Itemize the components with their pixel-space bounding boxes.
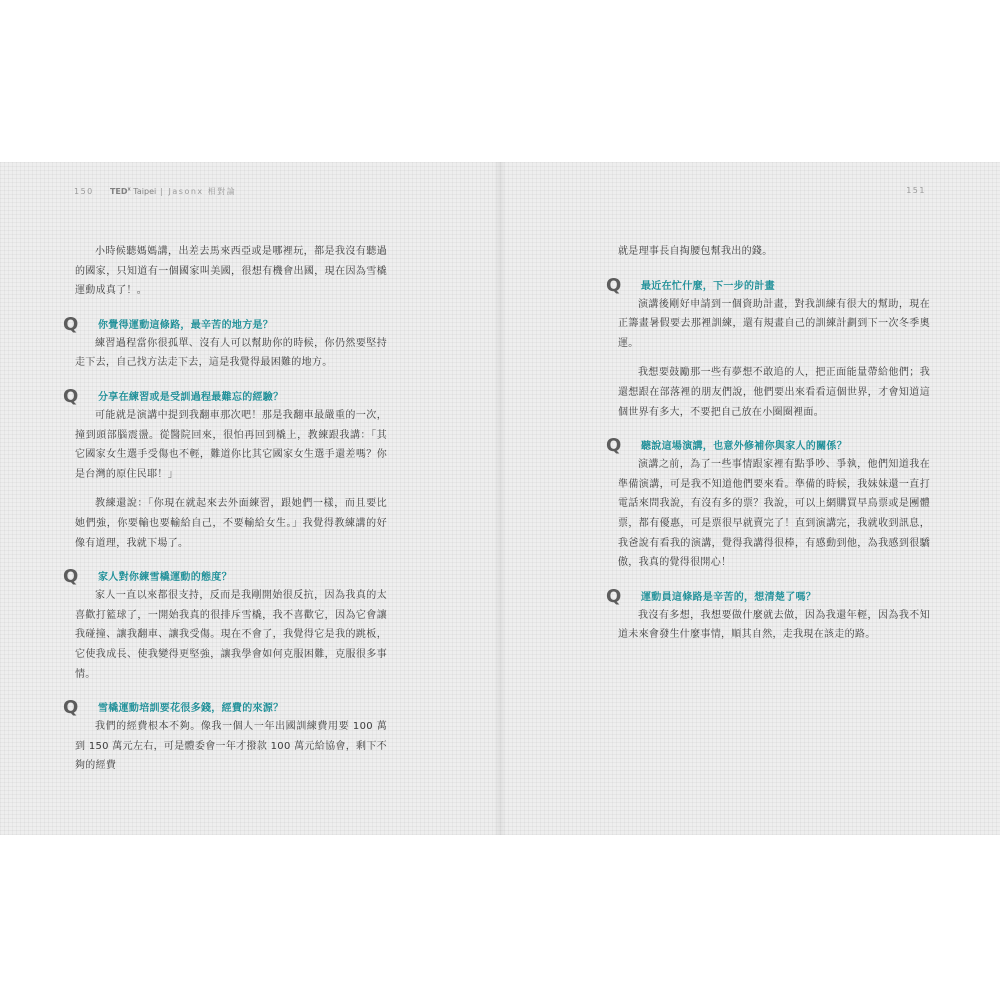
qa-block [606, 585, 930, 645]
tedx-logo: TED$^x$ Taipei [109, 186, 157, 196]
question-mark-icon: Q [63, 385, 79, 407]
running-head-right [906, 186, 926, 195]
answer-paragraph: 練習過程當你很孤單、沒有人可以幫助你的時候，你仍然要堅持走下去，自己找方法走下去，這是我覺得最困難的地方。 [75, 337, 387, 369]
question-mark-icon: Q [606, 435, 622, 457]
left-content [63, 242, 387, 776]
left-page [0, 162, 500, 835]
book-title: Jasonx 相對論 [168, 187, 237, 196]
question-mark-icon: Q [63, 697, 79, 719]
question-heading: 家人對你練雪橇運動的態度？ [98, 572, 232, 584]
book-spread [0, 162, 1000, 835]
answer-paragraph: 我沒有多想，我想要做什麼就去做，因為我還年輕，因為我不知道未來會發生什麼事情，順其自然，走我現在該走的路。 [618, 609, 930, 641]
page-number-left: 150 [74, 187, 94, 196]
qa-block [63, 385, 387, 553]
answer-paragraph: 可能就是演講中提到我翻車那次吧！那是我翻車最嚴重的一次，撞到頭部腦震盪。從醫院回來，很怕再回到橇上，教練跟我講：「其它國家女生選手受傷也不輕，難道你比其它國家女生選手還差嗎？你是台灣的原住民耶！」 [75, 409, 387, 480]
running-head-separator: | [160, 187, 165, 196]
answer-paragraph: 我們的經費根本不夠。像我一個人一年出國訓練費用要 100 萬到 150 萬元左右，可是體委會一年才撥款 100 萬元給協會，剩下不夠的經費 [75, 721, 387, 772]
qa-block [606, 435, 930, 573]
question-mark-icon: Q [63, 313, 79, 335]
continued-paragraph: 就是理事長自掏腰包幫我出的錢。 [618, 246, 773, 257]
question-heading: 雪橇運動培訓要花很多錢，經費的來源？ [98, 703, 284, 715]
intro-paragraph: 小時候聽媽媽講，出差去馬來西亞或是哪裡玩，都是我沒有聽過的國家，只知道有一個國家叫美國，很想有機會出國，現在因為雪橇運動成真了！。 [75, 246, 387, 297]
qa-block [63, 313, 387, 373]
question-mark-icon: Q [63, 566, 79, 588]
right-content [606, 242, 930, 645]
answer-paragraph: 演講之前，為了一些事情跟家裡有點爭吵、爭執，他們知道我在準備演講，可是我不知道他們要來看。準備的時候，我妹妹還一直打電話來問我說，有沒有多的票？我說，可以上網購買早鳥票或是團體票，都有優惠，可是票很早就賣完了！直到演講完，我就收到訊息，我爸說有看我的演講，覺得我講得很棒，有感動到他，為我感到很驕傲，我真的覺得很開心！ [618, 459, 930, 569]
question-heading: 最近在忙什麼，下一步的計畫 [641, 280, 775, 292]
answer-paragraph: 家人一直以來都很支持，反而是我剛開始很反抗，因為我真的太喜歡打籃球了，一開始我真的很排斥雪橇，我不喜歡它，因為它會讓我碰撞、讓我翻車、讓我受傷。現在不會了，我覺得它是我的跳板，它使我成長、使我變得更堅強，讓我學會如何克服困難，克服很多事情。 [75, 590, 387, 680]
qa-block [63, 566, 387, 684]
question-heading: 運動員這條路是辛苦的，想清楚了嗎？ [641, 591, 817, 603]
page-number-right: 151 [906, 186, 926, 195]
qa-block [63, 697, 387, 776]
right-page [500, 162, 1000, 835]
qa-block [606, 274, 930, 423]
running-head-left [74, 186, 236, 197]
answer-paragraph: 教練還說：「你現在就起來去外面練習，跟她們一樣，而且要比她們強，你要輸也要輸給自己，不要輸給女生。」我覺得教練講的好像有道理，我就下場了。 [75, 498, 387, 549]
question-heading: 聽說這場演講，也意外修補你與家人的關係？ [641, 441, 847, 453]
question-mark-icon: Q [606, 274, 622, 296]
question-heading: 分享在練習或是受訓過程最難忘的經驗？ [98, 391, 284, 403]
question-heading: 你覺得運動這條路，最辛苦的地方是？ [98, 319, 274, 331]
answer-paragraph: 我想要鼓勵那一些有夢想不敢追的人，把正面能量帶給他們；我還想跟在部落裡的朋友們說，他們要出來看看這個世界，才會知道這個世界有多大，不要把自己放在小圈圈裡面。 [618, 367, 930, 418]
question-mark-icon: Q [606, 585, 622, 607]
answer-paragraph: 演講後剛好申請到一個資助計畫，對我訓練有很大的幫助，現在正籌畫暑假要去那裡訓練，還有規畫自己的訓練計劃到下一次冬季奧運。 [618, 298, 930, 349]
